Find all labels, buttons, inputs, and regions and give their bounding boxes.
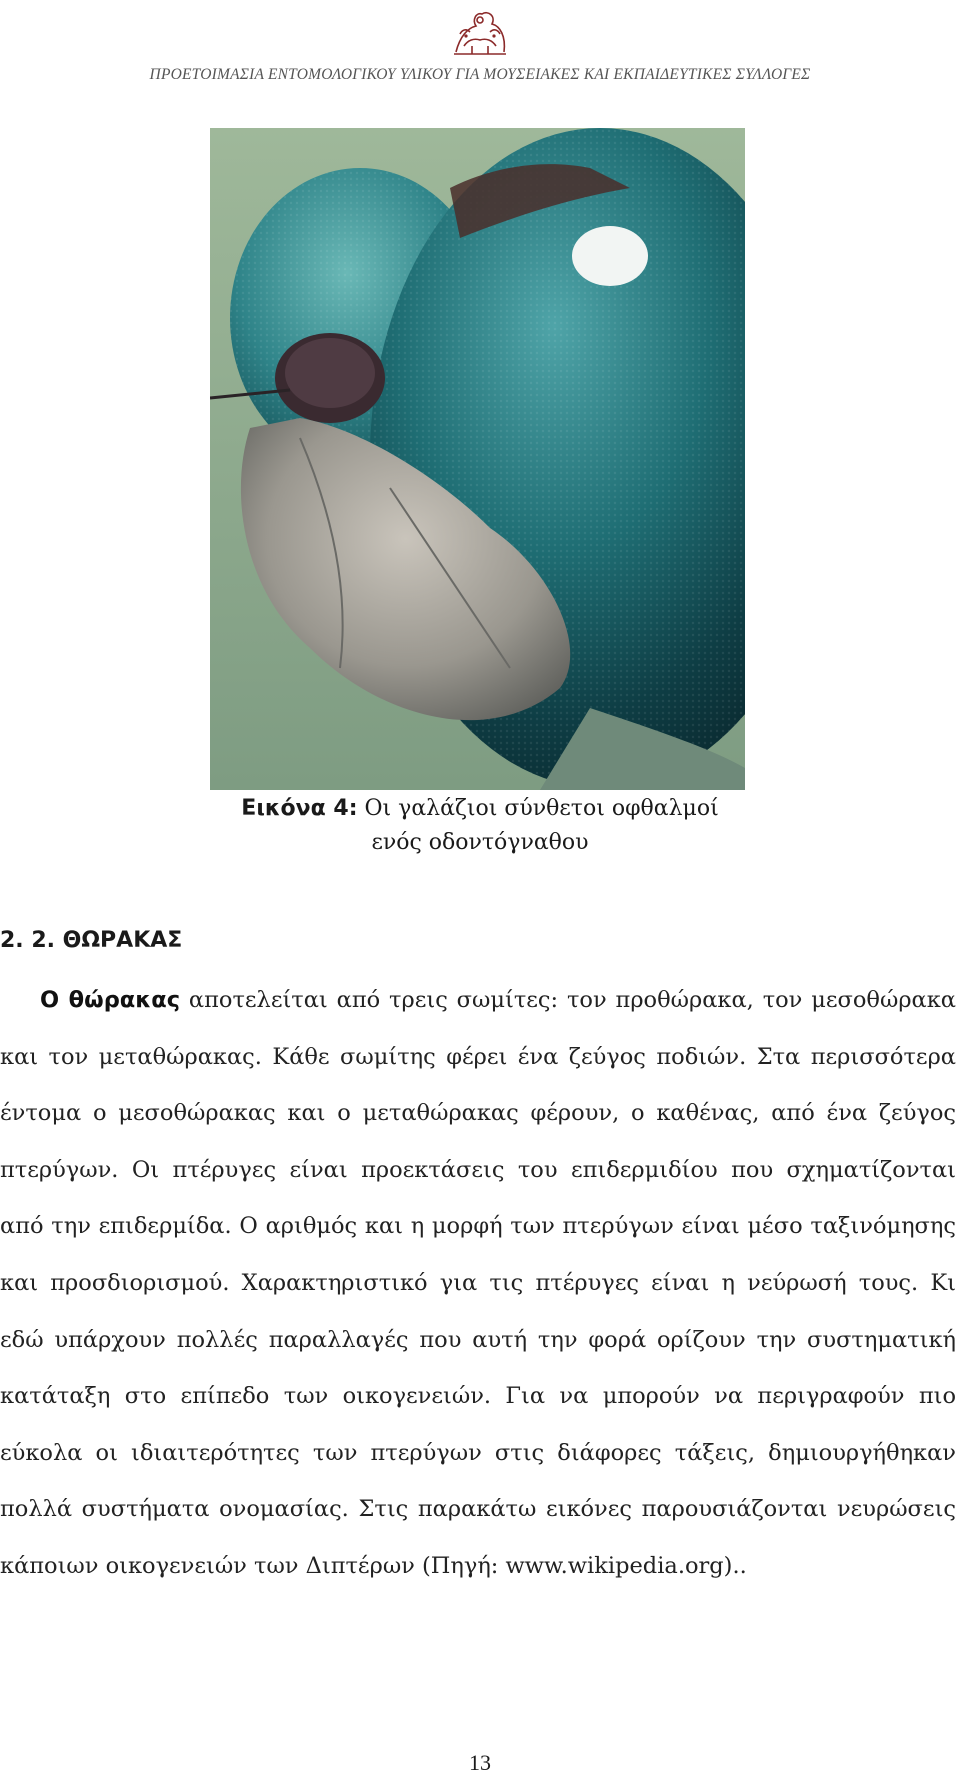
bold-term: Ο θώρακας [40,987,181,1013]
figure-label: Εικόνα 4: [241,796,358,821]
figure-caption-continued [0,826,960,860]
figure-caption [0,792,960,826]
page-number: 13 [469,1750,491,1775]
dragonfly-eyes-photo [210,128,745,790]
running-header: ΠΡΟΕΤΟΙΜΑΣΙΑ ΕΝΤΟΜΟΛΟΓΙΚΟΥ ΥΛΙΚΟΥ ΓΙΑ ΜΟΥΣΕΙΑΚΕΣ ΚΑΙ ΕΚΠΑΙΔΕΥΤΙΚΕΣ ΣΥΛΛΟΓΕΣ [149,66,811,83]
paragraph-text: αποτελείται από τρεις σωμίτες: τον προθώρακα, τον μεσοθώρακα και τον μεταθώρακας. Κάθε σωμίτης φέρει ένα ζεύγος ποδιών. Στα περισσότερα έντομα ο μεσοθώρακας και ο μεταθώρακας φέρουν, ο καθένας, από ένα ζεύγος πτερύγων. Οι πτέρυγες είναι προεκτάσεις του επιδερμιδίου που σχηματίζονται από την επιδερμίδα. Ο αριθμός και η μορφή των πτερύγων είναι μέσο ταξινόμησης και προσδιορισμού. Χαρακτηριστικό για τις πτέρυγες είναι η νεύρωσή τους. Κι εδώ υπάρχουν πολλές παραλλαγές που αυτή την φορά ορίζουν την συστηματική κατάταξη στο επίπεδο των οικογενειών. Για να μπορούν να περιγραφούν πιο εύκολα οι ιδιαιτερότητες των πτερύγων στις διάφορες τάξεις, δημιουργήθηκαν πολλά συστήματα ονομασίας. Στις παρακάτω εικόνες παρουσιάζονται νευρώσεις κάποιων οικογενειών των Διπτέρων (Πηγή: www.wikipedia.org).. [0,987,956,1579]
body-paragraph [0,972,956,1595]
figure-caption-line2: ενός οδοντόγναθου [371,830,589,855]
heraldic-emblem-icon [446,6,514,60]
section-heading: 2. 2. ΘΩΡΑΚΑΣ [0,928,183,953]
figure-caption-line1: Οι γαλάζιοι σύνθετοι οφθαλμοί [357,796,719,821]
